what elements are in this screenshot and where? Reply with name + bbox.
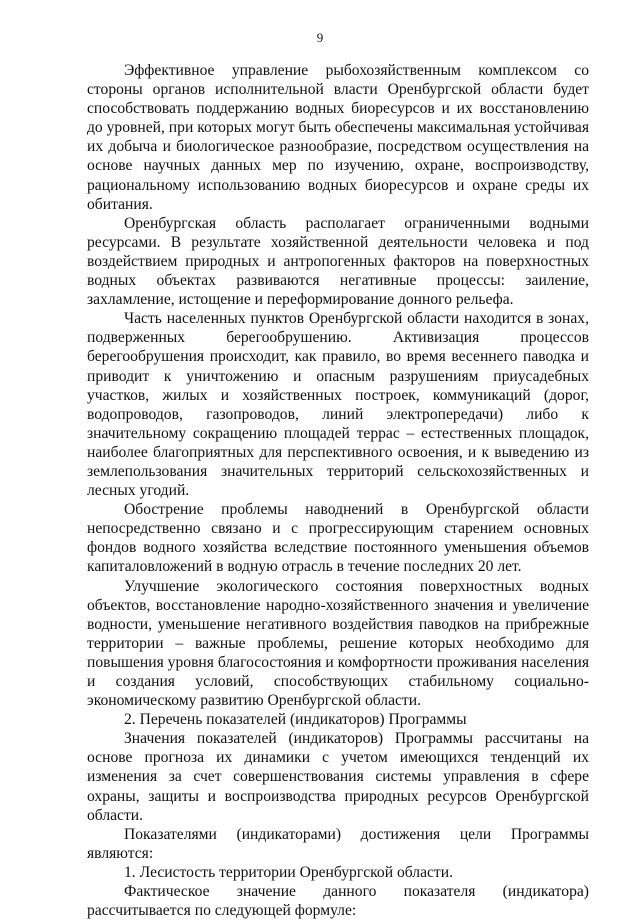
list-item: 1. Лесистость территории Оренбургской области. bbox=[124, 863, 453, 881]
section-heading: 2. Перечень показателей (индикаторов) Программы bbox=[124, 711, 467, 729]
paragraph: Эффективное управление рыбохозяйственным комплексом со стороны органов исполнительной власти Оренбургской области будет способствовать поддержанию водных биоресурсов и их восстановлению до уровней, при которых могут быть обеспечены максимальная устойчивая их добыча и биологическое разнообразие, посредством осуществления на основе научных данных мер по изучению, охране, воспроизводству, рациональному использованию водных биоресурсов и охране среды их обитания. bbox=[87, 62, 589, 213]
paragraph: Обострение проблемы наводнений в Оренбургской области непосредственно связано и с прогрессирующим старением основных фондов водного хозяйства вследствие постоянного уменьшения объемов капиталовложений в водную отрасль в течение последних 20 лет. bbox=[87, 501, 589, 576]
paragraph: Часть населенных пунктов Оренбургской области находится в зонах, подверженных берегообрушению. Активизация процессов берегообрушения происходит, как правило, во время весеннего паводка и приводит к уничтожению и опасным разрушениям приусадебных участков, жилых и хозяйственных построек, коммуникаций (дорог, водопроводов, газопроводов, линий электропередачи) либо к значительному сокращению площадей террас – естественных площадок, наиболее благоприятных для перспективного освоения, и к выведению из землепользования значительных территорий сельскохозяйственных и лесных угодий. bbox=[87, 310, 589, 500]
document-body bbox=[87, 61, 589, 920]
paragraph: Значения показателей (индикаторов) Программы рассчитаны на основе прогноза их динамики с учетом имеющихся тенденций их изменения за счет совершенствования системы управления в сфере охраны, защиты и воспроизводства природных ресурсов Оренбургской области. bbox=[87, 730, 589, 824]
paragraph: Улучшение экологического состояния поверхностных водных объектов, восстановление народно-хозяйственного значения и увеличение водности, уменьшение негативного воздействия паводков на прибрежные территории – важные проблемы, решение которых необходимо для повышения уровня благосостояния и комфортности проживания населения и создания условий, способствующих стабильному социально-экономическому развитию Оренбургской области. bbox=[87, 577, 589, 710]
paragraph: Показателями (индикаторами) достижения цели Программы являются: bbox=[87, 825, 589, 862]
paragraph: Оренбургская область располагает ограниченными водными ресурсами. В результате хозяйственной деятельности человека и под воздействием природных и антропогенных факторов на поверхностных водных объектах развиваются негативные процессы: заиление, захламление, истощение и переформирование донного рельефа. bbox=[87, 214, 589, 309]
page-number: 9 bbox=[316, 30, 324, 45]
paragraph: Фактическое значение данного показателя (индикатора) рассчитывается по следующей формуле: bbox=[87, 883, 589, 920]
